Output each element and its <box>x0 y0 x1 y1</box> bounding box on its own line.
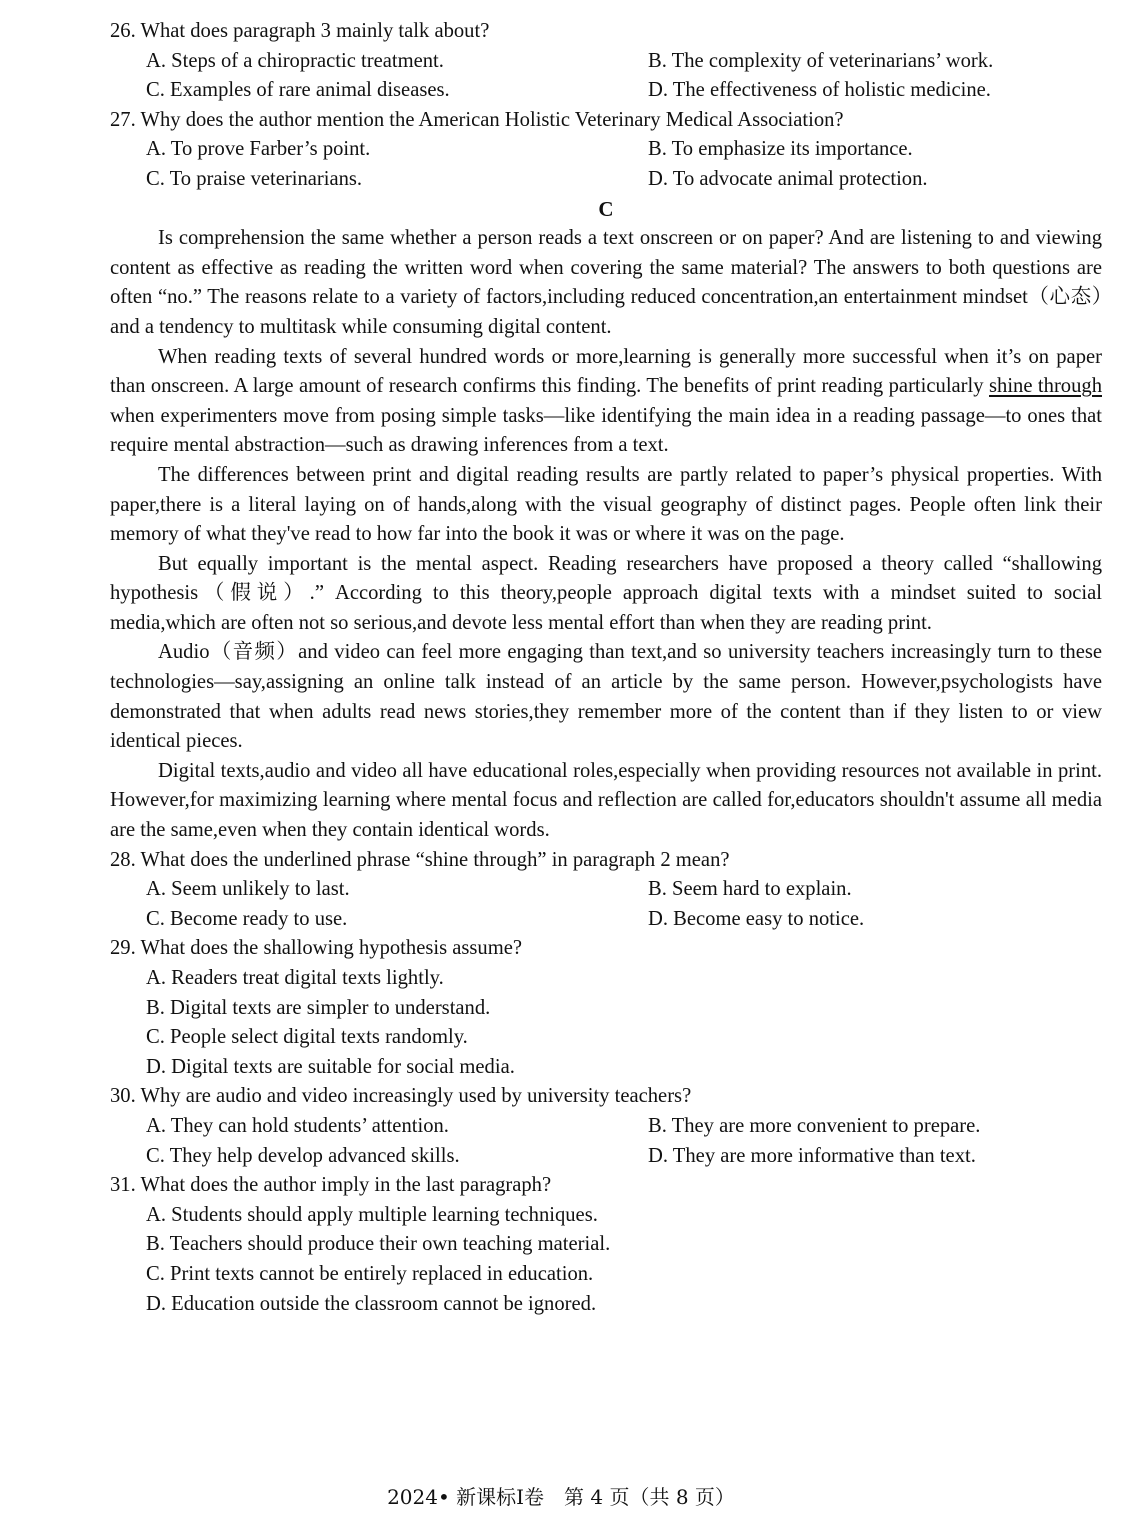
question-26-option-b: B. The complexity of veterinarians’ work. <box>648 49 994 72</box>
passage-paragraph-3: The differences between print and digital reading results are partly related to paper’s physical properties. With paper,there is a literal laying on of hands,along with the visual geography of distinct pages. People often link their memory of what they've read to how far into the book it was or where it was on the page. <box>110 463 1102 546</box>
question-27-option-a: A. To prove Farber’s point. <box>146 138 371 161</box>
question-26-option-d: D. The effectiveness of holistic medicine. <box>648 79 991 102</box>
question-30-option-d: D. They are more informative than text. <box>648 1144 976 1167</box>
question-27 <box>110 106 1102 195</box>
question-29-option-a: A. Readers treat digital texts lightly. <box>146 967 444 989</box>
section-label: C <box>598 196 614 221</box>
question-31-option-c: C. Print texts cannot be entirely replaced in education. <box>146 1262 594 1285</box>
question-30-stem: 30. Why are audio and video increasingly used by university teachers? <box>110 1085 692 1108</box>
paragraph-2-text-before: When reading texts of several hundred words or more,learning is generally more successful when it’s on paper than onscreen. A large amount of research confirms this finding. The benefits of print reading particularly <box>110 345 1102 398</box>
passage-paragraph-2 <box>110 343 1102 461</box>
passage <box>110 224 1102 845</box>
question-26 <box>110 17 1102 106</box>
question-30-option-c: C. They help develop advanced skills. <box>146 1144 460 1167</box>
passage-paragraph-1: Is comprehension the same whether a person reads a text onscreen or on paper? And are listening to and viewing content as effective as reading the written word when covering the same material? The answers to both questions are often “no.” The reasons relate to a variety of factors,including reduced concentration,an entertainment mindset（心态）and a tendency to multitask while consuming digital content. <box>110 227 1102 338</box>
exam-page <box>110 17 1102 1319</box>
question-28-option-d: D. Become easy to notice. <box>648 907 865 930</box>
underlined-phrase: shine through <box>989 375 1102 398</box>
question-28-stem: 28. What does the underlined phrase “shine through” in paragraph 2 mean? <box>110 848 730 871</box>
question-29-stem: 29. What does the shallowing hypothesis assume? <box>110 937 523 960</box>
question-30-option-b: B. They are more convenient to prepare. <box>648 1114 981 1137</box>
question-27-option-b: B. To emphasize its importance. <box>648 138 913 161</box>
question-27-option-d: D. To advocate animal protection. <box>648 167 928 190</box>
passage-paragraph-5: Audio（音频）and video can feel more engaging than text,and so university teachers increasingly turn to these technologies—say,assigning an online talk instead of an article by the same person. However,psychologists have demonstrated that when adults read news stories,they remember more of the content than if they listen to or view identical pieces. <box>110 641 1102 753</box>
question-29-option-b: B. Digital texts are simpler to understand. <box>146 996 491 1019</box>
question-28-option-c: C. Become ready to use. <box>146 907 348 930</box>
question-31-option-d: D. Education outside the classroom cannot be ignored. <box>146 1292 597 1315</box>
paragraph-2-text-after: when experimenters move from posing simple tasks—like identifying the main idea in a reading passage—to ones that require mental abstraction—such as drawing inferences from a text. <box>110 404 1102 457</box>
question-31-stem: 31. What does the author imply in the last paragraph? <box>110 1174 552 1197</box>
question-28-option-b: B. Seem hard to explain. <box>648 878 852 901</box>
question-26-option-a: A. Steps of a chiropractic treatment. <box>146 49 444 72</box>
question-27-option-c: C. To praise veterinarians. <box>146 167 363 190</box>
question-29-option-d: D. Digital texts are suitable for social media. <box>146 1055 515 1078</box>
question-26-option-c: C. Examples of rare animal diseases. <box>146 79 450 102</box>
question-27-stem: 27. Why does the author mention the American Holistic Veterinary Medical Association? <box>110 108 844 131</box>
page-footer: 2024• 新课标Ⅰ卷 第 4 页（共 8 页） <box>387 1485 735 1509</box>
question-28-option-a: A. Seem unlikely to last. <box>146 878 350 901</box>
question-31-option-a: A. Students should apply multiple learning techniques. <box>146 1203 598 1226</box>
question-28 <box>110 846 1102 935</box>
question-29-option-c: C. People select digital texts randomly. <box>146 1026 468 1049</box>
question-30 <box>110 1082 1102 1171</box>
question-30-option-a: A. They can hold students’ attention. <box>146 1114 449 1137</box>
passage-paragraph-6: Digital texts,audio and video all have educational roles,especially when providing resources not available in print. However,for maximizing learning where mental focus and reflection are called for,educators shouldn't assume all media are the same,even when they contain identical words. <box>110 759 1102 842</box>
question-29 <box>110 934 1102 1082</box>
question-31-option-b: B. Teachers should produce their own teaching material. <box>146 1233 611 1256</box>
question-26-stem: 26. What does paragraph 3 mainly talk about? <box>110 20 490 42</box>
question-31 <box>110 1171 1102 1319</box>
passage-paragraph-4: But equally important is the mental aspect. Reading researchers have proposed a theory called “shallowing hypothesis（假说）.” According to this theory,people approach digital texts with a mindset suited to social media,which are often not so serious,and devote less mental effort than when they are reading print. <box>110 552 1102 634</box>
